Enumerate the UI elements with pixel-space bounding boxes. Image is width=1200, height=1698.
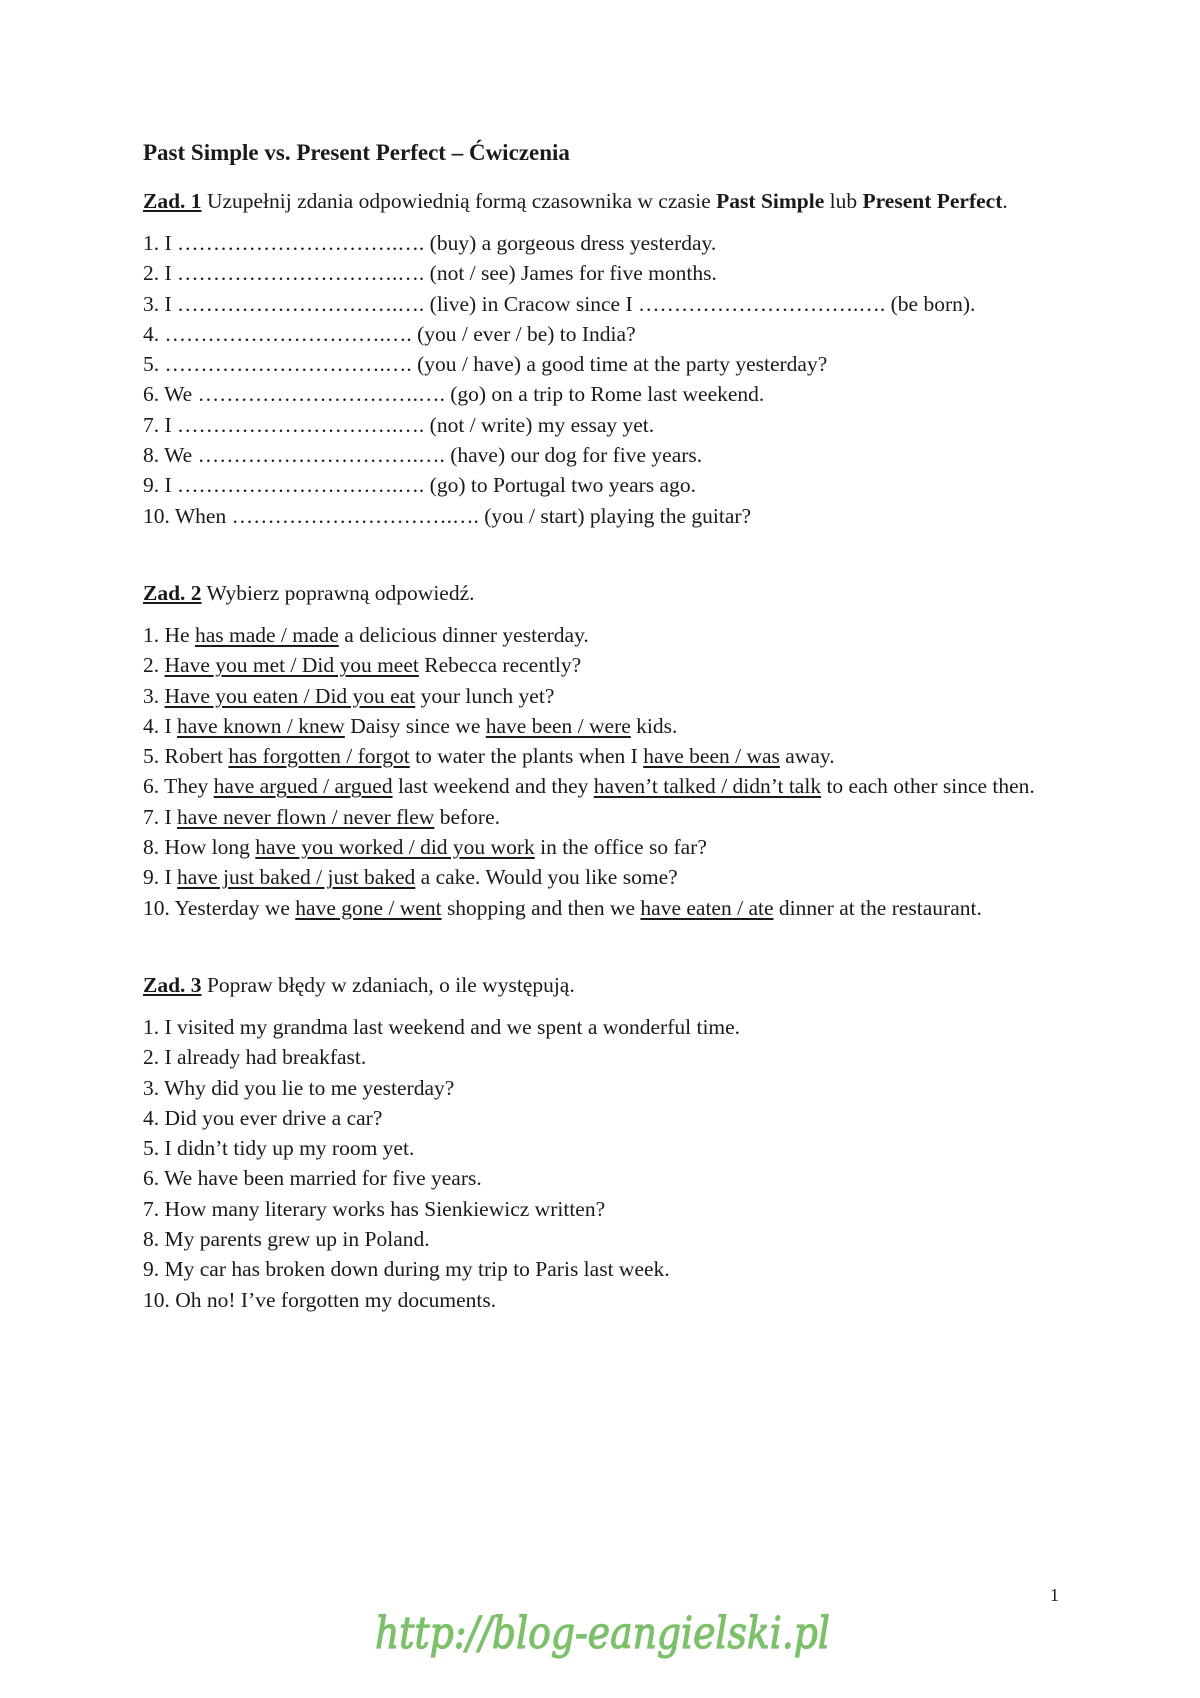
- list-item: 1. I ………………………….…. (buy) a gorgeous dress yesterday.: [143, 231, 717, 255]
- task2-list: [143, 620, 1063, 923]
- document-page: [143, 140, 1063, 1315]
- list-item: 2. I already had breakfast.: [143, 1045, 367, 1070]
- logo-text: http://blog-eangielski.pl: [375, 1608, 830, 1659]
- choice-option: Have you met / Did you meet: [164, 653, 419, 678]
- choice-option: have argued / argued: [213, 774, 393, 799]
- task1-instruction: Uzupełnij zdania odpowiednią formą czasownika w czasie: [201, 189, 717, 213]
- list-item: 10. Oh no! I’ve forgotten my documents.: [143, 1287, 497, 1312]
- list-item: 4. I have known / knew Daisy since we have been / were kids.: [143, 713, 678, 738]
- list-item: 9. I ………………………….…. (go) to Portugal two years ago.: [143, 473, 696, 498]
- choice-option: has forgotten / forgot: [228, 744, 410, 769]
- page-title: Past Simple vs. Present Perfect – Ćwiczenia: [143, 140, 570, 165]
- task3-list: [143, 1012, 1063, 1315]
- choice-option: have never flown / never flew: [177, 804, 435, 829]
- list-item: 7. How many literary works has Sienkiewicz written?: [143, 1196, 606, 1221]
- section-gap: [143, 531, 1063, 578]
- choice-option: have been / were: [485, 713, 631, 738]
- list-item: 3. Have you eaten / Did you eat your lunch yet?: [143, 683, 555, 708]
- list-item: 1. He has made / made a delicious dinner yesterday.: [143, 622, 589, 647]
- task2-instruction: Wybierz poprawną odpowiedź.: [201, 580, 475, 605]
- task1-label: Zad. 1: [143, 189, 202, 213]
- choice-option: have been / was: [643, 744, 780, 769]
- task1-heading: Zad. 1 Uzupełnij zdania odpowiednią formą czasownika w czasie Past Simple lub Present Perfect.: [143, 189, 1008, 213]
- task2-heading: [143, 578, 1063, 608]
- list-item: 2. I ………………………….…. (not / see) James for five months.: [143, 261, 717, 286]
- list-item: 5. I didn’t tidy up my room yet.: [143, 1136, 415, 1161]
- choice-option: have eaten / ate: [640, 895, 774, 920]
- choice-option: have just baked / just baked: [177, 865, 416, 890]
- list-item: 9. My car has broken down during my trip to Paris last week.: [143, 1257, 670, 1282]
- list-item: 4. Did you ever drive a car?: [143, 1105, 383, 1130]
- choice-option: have you worked / did you work: [255, 835, 535, 860]
- task3-instruction: Popraw błędy w zdaniach, o ile występują.: [201, 972, 575, 997]
- choice-option: have gone / went: [295, 895, 442, 920]
- list-item: 4. ………………………….…. (you / ever / be) to India?: [143, 321, 636, 346]
- task3-heading: [143, 970, 1063, 1000]
- list-item: 9. I have just baked / just baked a cake. Would you like some?: [143, 865, 678, 890]
- list-item: 10. Yesterday we have gone / went shopping and then we have eaten / ate dinner at the restaurant.: [143, 895, 982, 920]
- task1-bold-past-simple: Past Simple: [716, 189, 825, 213]
- list-item: 1. I visited my grandma last weekend and we spent a wonderful time.: [143, 1014, 741, 1039]
- list-item: 3. I ………………………….…. (live) in Cracow since I ………………………….…. (be born).: [143, 291, 976, 316]
- blog-logo: [375, 1590, 835, 1670]
- list-item: 5. Robert has forgotten / forgot to water the plants when I have been / was away.: [143, 744, 835, 769]
- section-gap: [143, 923, 1063, 970]
- list-item: 10. When ………………………….…. (you / start) playing the guitar?: [143, 503, 752, 528]
- task2-label: Zad. 2: [143, 580, 202, 605]
- list-item: 3. Why did you lie to me yesterday?: [143, 1075, 455, 1100]
- list-item: 8. My parents grew up in Poland.: [143, 1227, 430, 1252]
- list-item: 6. We ………………………….…. (go) on a trip to Rome last weekend.: [143, 382, 765, 407]
- list-item: 7. I have never flown / never flew before.: [143, 804, 500, 829]
- task1-list: [143, 228, 1063, 531]
- choice-option: has made / made: [194, 622, 339, 647]
- list-item: 7. I ………………………….…. (not / write) my essay yet.: [143, 412, 655, 437]
- task3-label: Zad. 3: [143, 972, 202, 997]
- choice-option: haven’t talked / didn’t talk: [593, 774, 822, 799]
- list-item: 5. ………………………….…. (you / have) a good time at the party yesterday?: [143, 352, 828, 377]
- list-item: 8. How long have you worked / did you work in the office so far?: [143, 835, 707, 860]
- list-item: 6. They have argued / argued last weekend and they haven’t talked / didn’t talk to each other since then.: [143, 774, 1035, 799]
- list-item: 8. We ………………………….…. (have) our dog for five years.: [143, 443, 703, 468]
- list-item: 2. Have you met / Did you meet Rebecca recently?: [143, 653, 582, 678]
- page-number: 1: [1050, 1585, 1059, 1605]
- list-item: 6. We have been married for five years.: [143, 1166, 482, 1191]
- choice-option: Have you eaten / Did you eat: [164, 683, 416, 708]
- choice-option: have known / knew: [177, 713, 345, 738]
- task1-bold-present-perfect: Present Perfect: [862, 189, 1003, 213]
